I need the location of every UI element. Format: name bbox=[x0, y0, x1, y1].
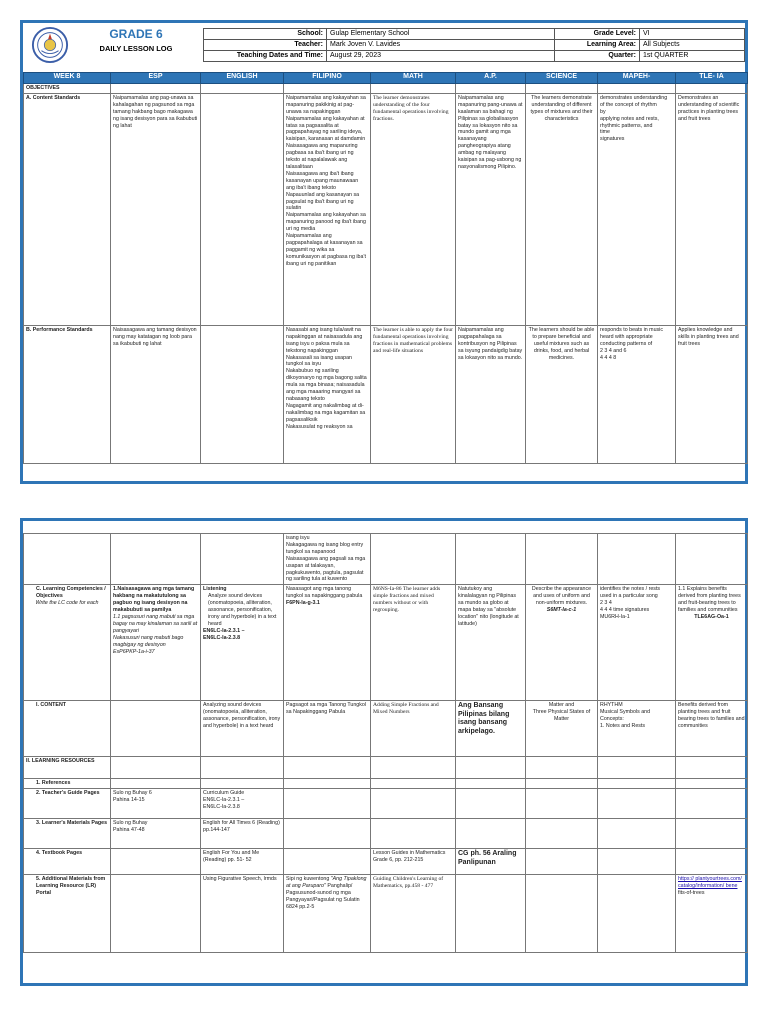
esp-competency-cell bbox=[111, 585, 201, 701]
math-performance-standard: The learner is able to apply the four fundamental operations involving fractions in mathematical problems and real-life situations bbox=[371, 325, 456, 463]
mapeh-performance-standard: responds to beats in music heard with appropriate conducting patterns of 2 3 4 and 6 4 4 4 8 bbox=[598, 325, 676, 463]
learners-materials-label: 3. Learner's Materials Pages bbox=[24, 819, 111, 849]
textbook-label: 4. Textbook Pages bbox=[24, 849, 111, 875]
document-title: DAILY LESSON LOG bbox=[99, 44, 173, 53]
content-row bbox=[24, 701, 748, 757]
tle-competency-code: TLE6AG-Oa-1 bbox=[694, 613, 729, 620]
content-standards-row bbox=[24, 93, 748, 325]
grade-title: GRADE 6 bbox=[109, 27, 163, 41]
learning-area-label: Learning Area: bbox=[555, 40, 640, 51]
mapeh-content: RHYTHM Musical Symbols and Concepts: 1. Notes and Rests bbox=[598, 701, 676, 757]
english-teachers-guide: Curriculum Guide EN6LC-Ia-2.3.1 – EN6LC-Ia-2.3.8 bbox=[201, 789, 284, 819]
competencies-label: C. Learning Competencies / Objectives bbox=[36, 586, 106, 600]
science-competency: Describe the appearance and uses of uniform and non-uniform mixtures. bbox=[531, 586, 592, 607]
math-competency: M6NS-Ia-86 The learner adds simple fractions and mixed numbers without or with regrouping. bbox=[371, 585, 456, 701]
english-competency-cell bbox=[201, 585, 284, 701]
references-label: 1. References bbox=[24, 779, 111, 789]
esp-learners-materials: Sulo ng Buhay Pahina 47-48 bbox=[111, 819, 201, 849]
mapeh-content-standard: demonstrates understanding of the concept of rhythm by applying notes and rests, rhythmic patterns, and time signatures bbox=[598, 93, 676, 325]
science-content: Matter and Three Physical States of Matter bbox=[526, 701, 598, 757]
tle-competency: 1.1 Explains benefits derived from planting trees and fruit-bearing trees to families and communities bbox=[678, 586, 741, 614]
content-standards-label: A. Content Standards bbox=[24, 93, 111, 325]
esp-competency: 1.Naisasagawa ang mga tamang hakbang na makatutulong sa pagbuo ng isang desisyon na makabubuti sa pamilya bbox=[113, 586, 195, 614]
content-label: I. CONTENT bbox=[24, 701, 111, 757]
filipino-additional-cell bbox=[284, 875, 371, 953]
science-content-standard: The learners demonstrate understanding of different types of mixtures and their characteristics bbox=[526, 93, 598, 325]
tle-competency-cell bbox=[676, 585, 748, 701]
math-additional: Guiding Children's Learning of Mathematics, pp.458 - 477 bbox=[371, 875, 456, 953]
dates-label: Teaching Dates and Time: bbox=[204, 51, 327, 62]
subject-header-row bbox=[24, 73, 748, 84]
english-content-standard bbox=[201, 93, 284, 325]
math-content-standard: The learner demonstrates understanding of the four fundamental operations involving fractions. bbox=[371, 93, 456, 325]
column-header-tle: TLE- IA bbox=[676, 73, 748, 84]
competencies-row bbox=[24, 585, 748, 701]
additional-materials-row bbox=[24, 875, 748, 953]
teachers-guide-label: 2. Teacher's Guide Pages bbox=[24, 789, 111, 819]
esp-content-standard: Naipamamalas ang pag-unawa sa kahalagahan ng pagsunod sa mga tamang hakbang bago makagawa ng isang desisyon para sa ikabubuti ng lahat bbox=[111, 93, 201, 325]
tle-content-standard: Demonstrates an understanding of scientific practices in planting trees and fruit trees bbox=[676, 93, 748, 325]
column-header-math: MATH bbox=[371, 73, 456, 84]
ap-competency: Natutukoy ang kinalalagyan ng Pilipinas sa mundo sa globo at mapa batay sa "absolute location" nito (longitude at latitude) bbox=[456, 585, 526, 701]
additional-materials-label: 5. Additional Materials from Learning Resource (LR) Portal bbox=[24, 875, 111, 953]
performance-standards-row bbox=[24, 325, 748, 463]
english-additional: Using Figurative Speech, lrmds bbox=[201, 875, 284, 953]
dates-value: August 29, 2023 bbox=[327, 51, 555, 62]
column-header-week: WEEK 8 bbox=[24, 73, 111, 84]
school-value: Gulap Elementary School bbox=[327, 29, 555, 40]
competencies-label-cell bbox=[24, 585, 111, 701]
math-textbook: Lesson Guides in Mathematics Grade 6, pp. 212-215 bbox=[371, 849, 456, 875]
filipino-competency-code: F6PN-Ia-g-3.1 bbox=[286, 600, 320, 607]
tle-additional-cell bbox=[676, 875, 748, 953]
esp-performance-standard: Naisasagawa ang tamang desisyon nang may katatagan ng loob para sa ikabubuti ng lahat bbox=[111, 325, 201, 463]
filipino-performance-standard-continued: isang isyu Nakagagawa ng isang blog entry tungkol sa napanood Naisasagawa ang pagsali sa mga usapan at talakayan, pagkukuwento, pagtula, pagsulat ng sariling tula at kuwento bbox=[284, 534, 371, 585]
learning-resources-label: II. LEARNING RESOURCES bbox=[24, 757, 111, 779]
learning-resources-row bbox=[24, 757, 748, 779]
tle-resource-link[interactable]: https:// plantyourtrees.com/ catalog/information/ bene bbox=[678, 876, 742, 890]
learners-materials-row bbox=[24, 819, 748, 849]
science-competency-cell bbox=[526, 585, 598, 701]
deped-seal-icon bbox=[31, 26, 69, 64]
filipino-additional-b: Panghalip/ Pagsusunod-sunod ng mga Pangyayari/Pagsulat ng Sulatin 6824 pp.2-5 bbox=[286, 883, 360, 910]
grade-level-label: Grade Level: bbox=[555, 29, 640, 40]
objectives-row bbox=[24, 84, 748, 94]
lesson-table-page-2 bbox=[23, 533, 748, 953]
ap-performance-standard: Naipamamalas ang pagpapahalaga sa kontribusyon ng Pilipinas sa isyung pandaigdig batay sa lokasyon nito sa mundo. bbox=[456, 325, 526, 463]
performance-standards-label: B. Performance Standards bbox=[24, 325, 111, 463]
competencies-sublabel: Write the LC code for each bbox=[35, 600, 99, 607]
english-competency-title: Listening bbox=[203, 586, 227, 593]
english-competency-code: EN6LC-Ia-2.3.1 – EN6LC-Ia-2.3.8 bbox=[203, 627, 245, 641]
teachers-guide-row bbox=[24, 789, 748, 819]
filipino-story-title: "Ang Tipaklong at ang Paruparo" bbox=[286, 876, 367, 890]
objectives-label: OBJECTIVES bbox=[24, 84, 111, 94]
esp-competency-sub: 1.1 pagsusuri nang mabuti sa mga bagay na may kinalaman sa sarili at pangyayari Nakasusuri nang mabuti bago magbigay ng desisyon EsP6PKP-1a-i-37 bbox=[113, 613, 198, 655]
column-header-esp: ESP bbox=[111, 73, 201, 84]
grade-level-value: VI bbox=[640, 29, 745, 40]
science-performance-standard: The learners should be able to prepare beneficial and useful mixtures such as drinks, food, and herbal medicines. bbox=[526, 325, 598, 463]
filipino-content: Pagsagot sa mga Tanong Tungkol sa Napakinggang Pabula bbox=[284, 701, 371, 757]
tle-resource-link-tail: fits-of-trees bbox=[678, 890, 705, 897]
english-performance-standard bbox=[201, 325, 284, 463]
filipino-additional-a: Sipi ng kuwentong bbox=[286, 876, 331, 883]
english-textbook: English For You and Me (Reading) pp. 51- 52 bbox=[201, 849, 284, 875]
mapeh-competency: identifies the notes / rests used in a particular song 2 3 4 4 4 4 time signatures MU6RH-Ia-1 bbox=[598, 585, 676, 701]
ap-textbook: CG ph. 56 Araling Panlipunan bbox=[456, 849, 526, 875]
english-content: Analyzing sound devices (onomatopoeia, alliteration, assonance, personification, irony and hyperbole) in a text heard bbox=[201, 701, 284, 757]
filipino-competency: Nasasagot ang mga tanong tungkol sa napakinggang pabula bbox=[286, 586, 363, 600]
quarter-value: 1st QUARTER bbox=[640, 51, 745, 62]
school-label: School: bbox=[204, 29, 327, 40]
filipino-performance-standard: Nasasabi ang isang tula/awit na napakinggan at naisasadula ang isang isyu o paksa mula sa tekstong napakinggan Nakasasali sa isang usapan tungkol sa isyu Nakabubuo ng sariling dikoyonaryo ng mga bagong salita mula sa mga binasa; naisasadula ang mga maaaring mangyari sa nabasang teksto Nagagamit ang nakalimbag at di-nakalimbag na mga kagamitan sa pagsasaliksik Nakasusulat ng reaksyon sa bbox=[284, 325, 371, 463]
page-two bbox=[20, 518, 748, 986]
lesson-table-page-1 bbox=[23, 72, 748, 464]
teacher-value: Mark Joven V. Lavides bbox=[327, 40, 555, 51]
column-header-filipino: FILIPINO bbox=[284, 73, 371, 84]
filipino-content-standard: Naipamamalas ang kakayahan sa mapanuring pakikinig at pag-unawa sa napakinggan Naipamamalas ang kakayahan at tatas sa pagsasalita at pagpapahayag ng sariling ideya, kaisipan, karanasan at damdamin Naisasagawa ang mapanuring pagbasa sa iba't ibang uri ng teksto at napalalawak ang talasalitaan Naisasagawa ang iba't ibang kasanayan upang maunawaan ang iba't ibang teksto Napauunlad ang kasanayan sa pagsulat ng iba't ibang uri ng sulatin Naipamamalas ang kakayahan sa mapanuring panood ng iba't ibang uri ng media Naipamamalas ang pagpapahalaga at kasanayan sa paggamit ng wika sa komunikasyon at pagbasa ng iba't ibang uri ng panitikan bbox=[284, 93, 371, 325]
tle-performance-standard: Applies knowledge and skills in planting trees and fruit trees bbox=[676, 325, 748, 463]
page-one bbox=[20, 20, 748, 484]
quarter-label: Quarter: bbox=[555, 51, 640, 62]
textbook-row bbox=[24, 849, 748, 875]
esp-teachers-guide: Sulo ng Buhay 6 Pahina 14-15 bbox=[111, 789, 201, 819]
filipino-competency-cell bbox=[284, 585, 371, 701]
english-competency: Analyze sound devices (onomatopoeia, alliteration, assonance, personification, irony and hyperbole) in a text heard bbox=[208, 593, 277, 627]
column-header-science: SCIENCE bbox=[526, 73, 598, 84]
ap-content-standard: Naipamamalas ang mapanuring pang-unawa at kaalaman sa bahagi ng Pilipinas sa globalisasyon batay sa lokasyon nito sa mundo gamit ang mga kasanayang pangheograpiya atang ambag ng malayang kaisipan sa pag-usbong ng nasyonalismong Pilipino. bbox=[456, 93, 526, 325]
column-header-english: ENGLISH bbox=[201, 73, 284, 84]
school-info-table bbox=[203, 28, 745, 62]
science-competency-code: S6MT-Ia-c-1 bbox=[546, 607, 577, 614]
references-row bbox=[24, 779, 748, 789]
column-header-ap: A.P. bbox=[456, 73, 526, 84]
column-header-mapeh: MAPEH- bbox=[598, 73, 676, 84]
document-header bbox=[23, 23, 745, 72]
performance-standards-continued-row bbox=[24, 534, 748, 585]
math-content: Adding Simple Fractions and Mixed Numbers bbox=[371, 701, 456, 757]
english-learners-materials: English for All Times 6 (Reading) pp.144-147 bbox=[201, 819, 284, 849]
learning-area-value: All Subjects bbox=[640, 40, 745, 51]
tle-content: Benefits derived from planting trees and fruit bearing trees to families and communities bbox=[676, 701, 748, 757]
ap-content: Ang Bansang Pilipinas bilang isang bansang arkipelago. bbox=[456, 701, 526, 757]
teacher-label: Teacher: bbox=[204, 40, 327, 51]
